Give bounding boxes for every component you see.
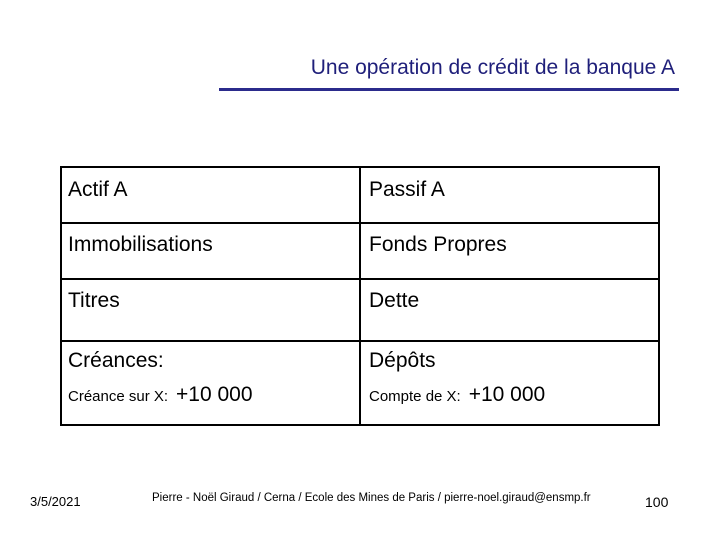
column-divider — [359, 168, 361, 424]
cell-fonds-propres: Fonds Propres — [369, 233, 507, 256]
row-divider — [62, 278, 658, 280]
cell-creance-sur-x — [62, 383, 253, 407]
creance-label: Créance sur X: — [68, 388, 169, 405]
row-divider — [62, 222, 658, 224]
slide-title: Une opération de crédit de la banque A — [310, 56, 675, 79]
row-divider — [62, 340, 658, 342]
compte-label: Compte de X: — [369, 388, 461, 405]
cell-depots: Dépôts — [369, 349, 436, 372]
creance-amount: +10 000 — [176, 383, 253, 406]
cell-compte-de-x — [363, 383, 545, 407]
footer-credits: Pierre - Noël Giraud / Cerna / Ecole des Mines de Paris / pierre-noel.giraud@ensmp.fr — [152, 492, 591, 504]
balance-sheet-table — [60, 166, 660, 426]
compte-amount: +10 000 — [468, 383, 546, 406]
page-number: 100 — [645, 494, 669, 510]
title-underline — [219, 88, 679, 91]
cell-immobilisations: Immobilisations — [68, 233, 213, 256]
cell-creances: Créances: — [68, 349, 164, 372]
header-passif: Passif A — [369, 178, 445, 201]
cell-titres: Titres — [68, 289, 120, 312]
header-actif: Actif A — [68, 178, 128, 201]
cell-dette: Dette — [369, 289, 420, 312]
footer-date: 3/5/2021 — [30, 494, 81, 509]
